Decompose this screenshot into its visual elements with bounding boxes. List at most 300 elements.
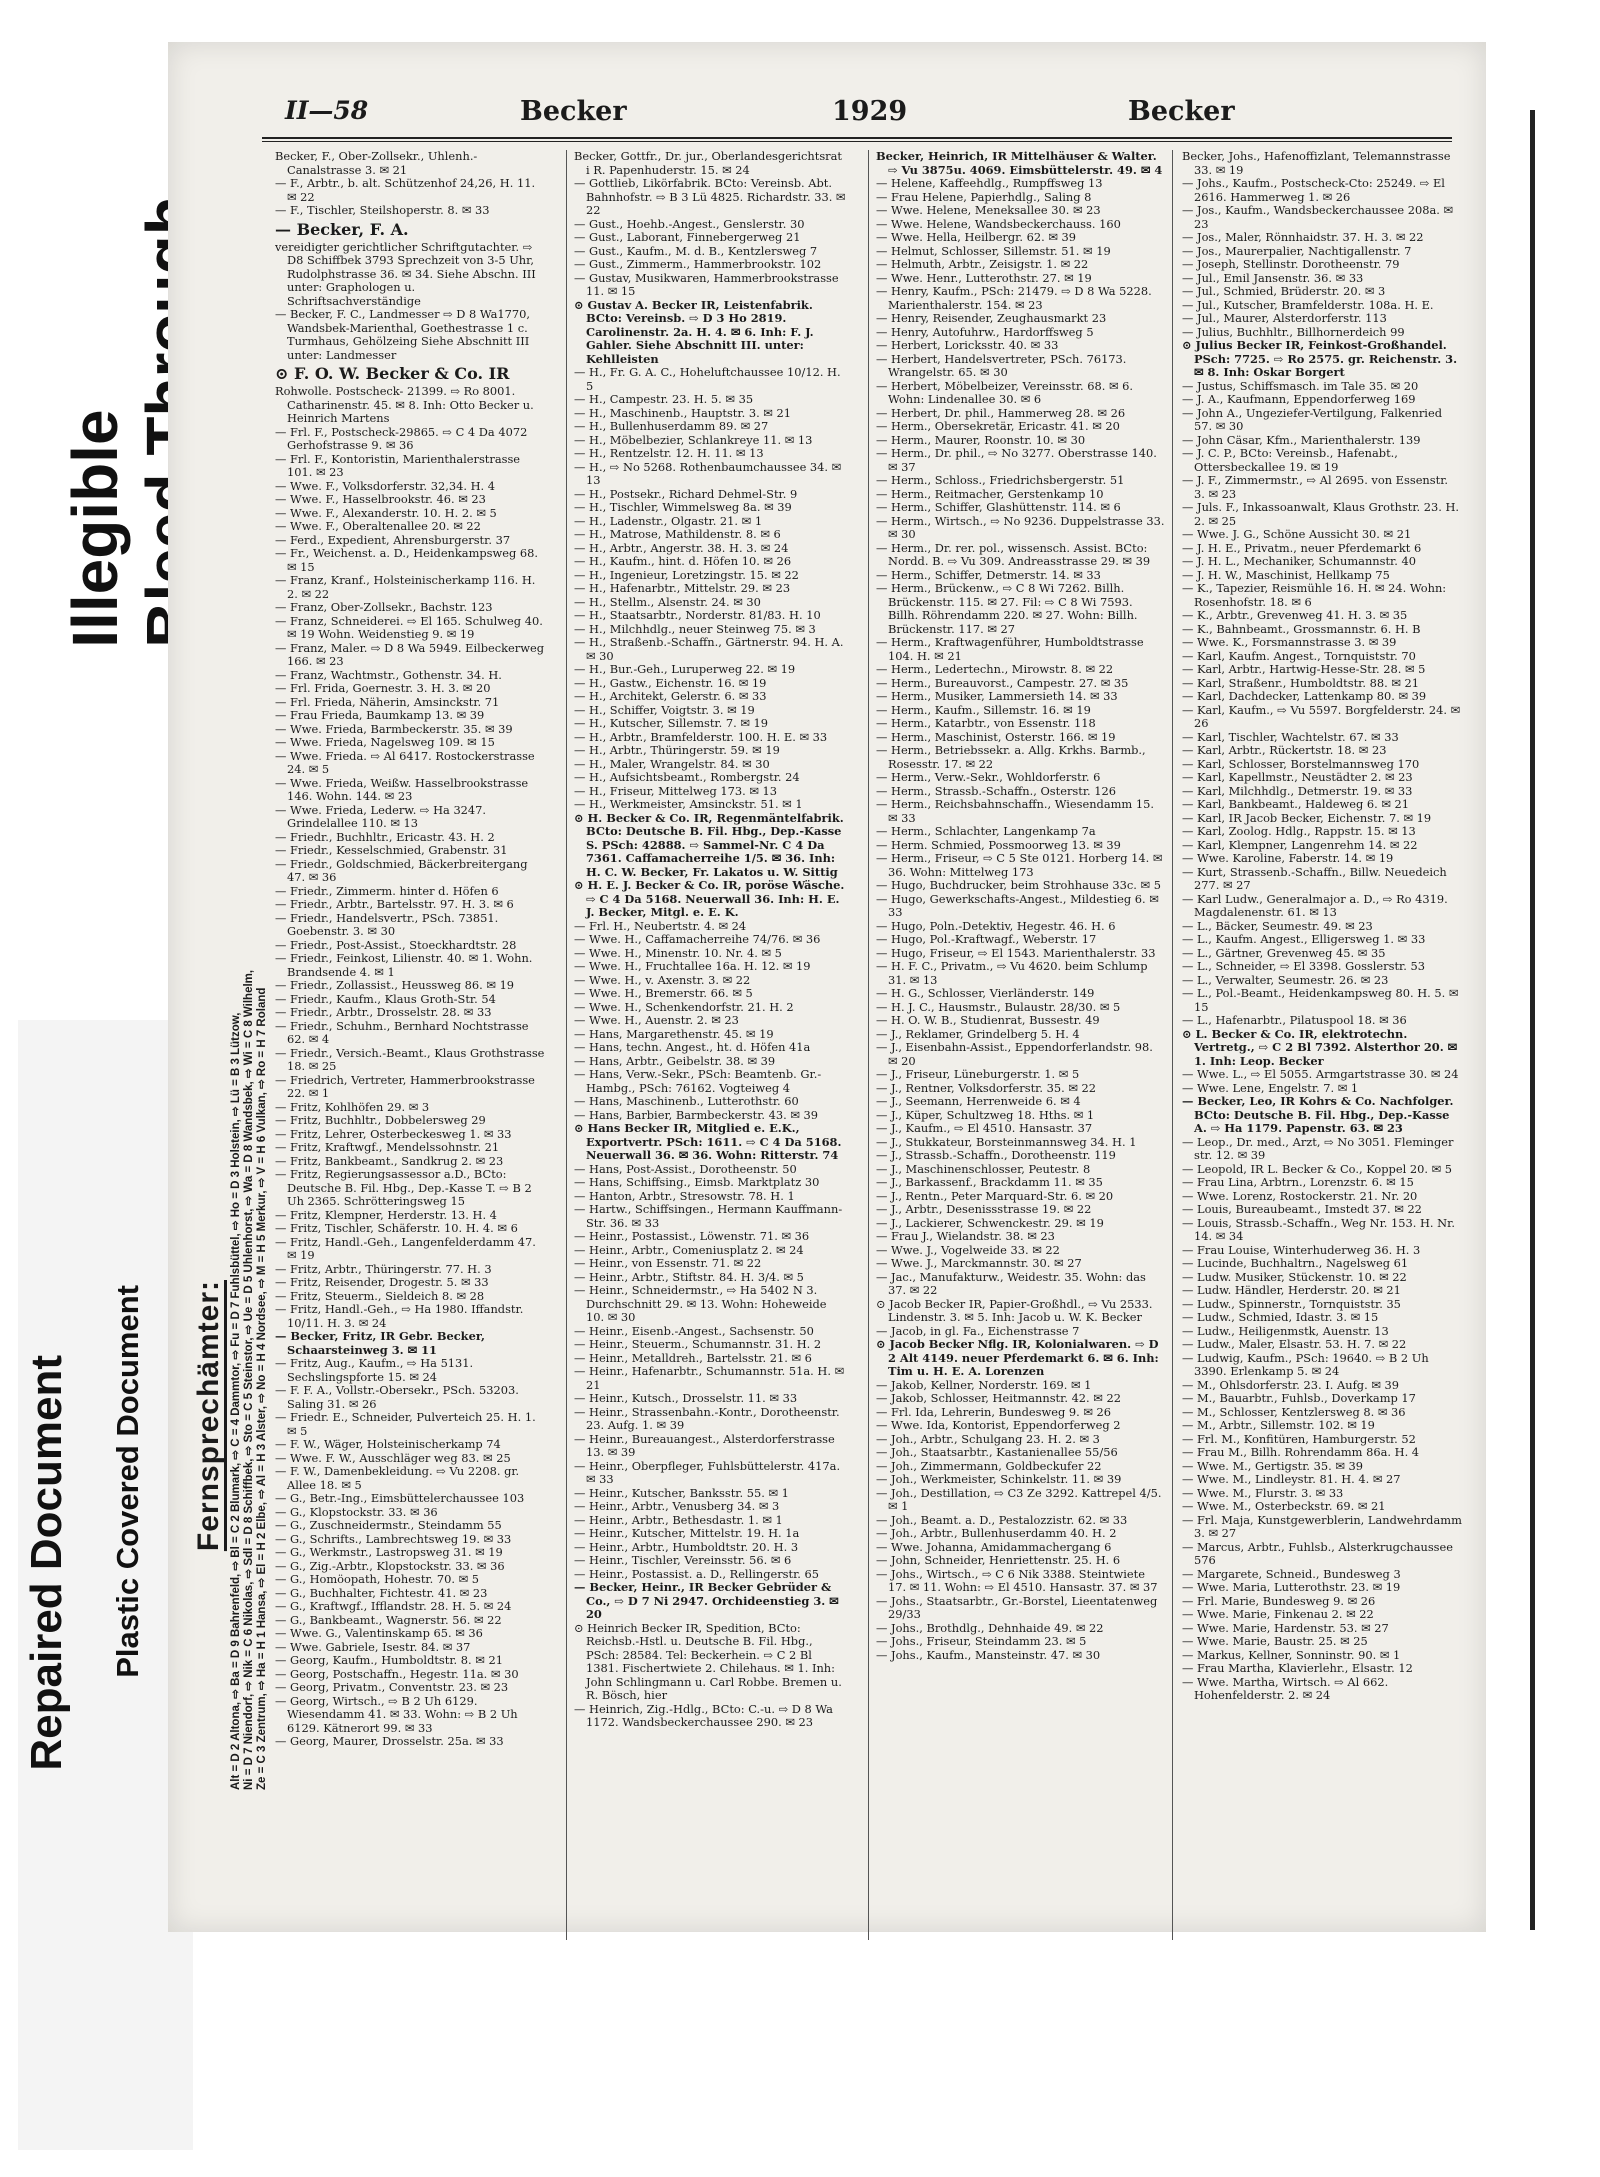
directory-entry: — Wwe. Helene, Meneksallee 30. ✉ 23 [876, 203, 1101, 217]
directory-entry: — Wwe. Marie, Hardenstr. 53. ✉ 27 [1182, 1620, 1389, 1635]
directory-entry: — Jakob, Kellner, Norderstr. 169. ✉ 1 [876, 1377, 1092, 1392]
header-right-word: Becker [1128, 96, 1235, 127]
directory-entry: — G., Zuschneidermstr., Steindamm 55 [275, 1518, 502, 1532]
directory-entry: — Wwe. H., Fruchtallee 16a. H. 12. ✉ 19 [574, 959, 811, 973]
directory-entry: — Wwe. H., Minenstr. 10. Nr. 4. ✉ 5 [574, 945, 782, 960]
directory-entry: — Wwe. L., ⇨ El 5055. Armgartstrasse 30. ✉ 24 [1182, 1067, 1459, 1081]
directory-entry: — Heinr., Postassist., Löwenstr. 71. ✉ 36 [574, 1229, 810, 1243]
directory-entry: — Henry, Autofuhrw., Hardorffsweg 5 [876, 324, 1094, 339]
directory-entry: — Wwe. Lene, Engelstr. 7. ✉ 1 [1182, 1080, 1359, 1095]
directory-entry: — Ludw. Musiker, Stückenstr. 10. ✉ 22 [1182, 1269, 1407, 1284]
directory-entry: — J. A., Kaufmann, Eppendorferweg 169 [1182, 392, 1416, 406]
directory-entry: — L., Pol.-Beamt., Heidenkampsweg 80. H. 5. ✉ 15 [1182, 986, 1459, 1014]
directory-entry: — Friedr., Handelsvertr., PSch. 73851. Goebenstr. 3. ✉ 30 [275, 910, 499, 938]
directory-entry: — H., Straßenb.-Schaffn., Gärtnerstr. 94. H. A. ✉ 30 [574, 635, 844, 663]
directory-entry: — Wwe. H., Auenstr. 2. ✉ 23 [574, 1013, 739, 1027]
directory-entry: — Hugo, Friseur, ⇨ El 1543. Marienthalerstr. 33 [876, 945, 1156, 960]
directory-entry: — Hans, Margarethenstr. 45. ✉ 19 [574, 1026, 774, 1041]
directory-entry: — Wwe. F. W., Ausschläger weg 83. ✉ 25 [275, 1450, 511, 1465]
directory-entry: — Georg, Postschaffn., Hegestr. 11a. ✉ 30 [275, 1666, 519, 1681]
directory-entry: — Wwe. H., Caffamacherreihe 74/76. ✉ 36 [574, 932, 821, 946]
column-divider [1172, 150, 1173, 1940]
directory-entry: — Franz, Maler. ⇨ D 8 Wa 5949. Eilbeckerweg 166. ✉ 23 [275, 640, 545, 668]
directory-entry: — H., Tischler, Wimmelsweg 8a. ✉ 39 [574, 500, 792, 514]
directory-entry: — H., Kutscher, Sillemstr. 7. ✉ 19 [574, 716, 768, 730]
directory-entry: — Heinr., Arbtr., Bethesdastr. 1. ✉ 1 [574, 1512, 783, 1527]
directory-entry: — Herm., Schiffer, Detmerstr. 14. ✉ 33 [876, 567, 1101, 582]
directory-entry: — Frl. Marie, Bundesweg 9. ✉ 26 [1182, 1593, 1376, 1608]
directory-entry: — H., Milchhdlg., neuer Steinweg 75. ✉ 3 [574, 621, 816, 636]
directory-entry: — H., ⇨ No 5268. Rothenbaumchaussee 34. ✉ 13 [574, 459, 842, 487]
directory-entry: — Jac., Manufakturw., Weidestr. 35. Wohn: das 37. ✉ 22 [876, 1269, 1146, 1297]
directory-entry: — John A., Ungeziefer-Vertilgung, Falkenried 57. ✉ 30 [1182, 405, 1442, 433]
directory-entry: — Hans, Arbtr., Geibelstr. 38. ✉ 39 [574, 1053, 776, 1068]
directory-entry: — M., Bauarbtr., Fuhlsb., Doverkamp 17 [1182, 1391, 1416, 1405]
directory-entry: — Georg, Maurer, Drosselstr. 25a. ✉ 33 [275, 1734, 504, 1748]
directory-entry: — Friedrich, Vertreter, Hammerbrookstrasse 22. ✉ 1 [275, 1072, 535, 1100]
directory-entry: — J., Seemann, Herrenweide 6. ✉ 4 [876, 1094, 1081, 1108]
directory-entry: — G., Klopstockstr. 33. ✉ 36 [275, 1504, 438, 1519]
directory-entry: — Frau Martha, Klavierlehr., Elsastr. 12 [1182, 1661, 1413, 1675]
directory-entry: — J., Stukkateur, Borsteinmannsweg 34. H. 1 [876, 1134, 1137, 1149]
directory-entry: — Joh., Werkmeister, Schinkelstr. 11. ✉ 39 [876, 1472, 1122, 1486]
directory-column-1 [275, 150, 547, 1940]
directory-entry: — H., Matrose, Mathildenstr. 8. ✉ 6 [574, 527, 781, 541]
directory-entry: — Heinr., Oberpfleger, Fuhlsbüttelerstr. 417a. ✉ 33 [574, 1458, 841, 1486]
directory-entry: — Frl. F., Kontoristin, Marienthalerstrasse 101. ✉ 23 [275, 451, 521, 479]
directory-entry: — F., Arbtr., b. alt. Schützenhof 24,26, H. 11. ✉ 22 [275, 176, 536, 204]
directory-entry: — Kurt, Strassenb.-Schaffn., Billw. Neuedeich 277. ✉ 27 [1182, 864, 1447, 892]
directory-entry: — Herm., Maschinist, Osterstr. 166. ✉ 19 [876, 729, 1116, 744]
directory-entry: — Herm., Reitmacher, Gerstenkamp 10 [876, 486, 1104, 501]
directory-entry: — Johs., Staatsarbtr., Gr.-Borstel, Lieentatenweg 29/33 [876, 1593, 1158, 1621]
directory-entry: — G., Bankbeamt., Wagnerstr. 56. ✉ 22 [275, 1612, 502, 1627]
directory-entry: — Wwe. Gabriele, Isestr. 84. ✉ 37 [275, 1639, 471, 1654]
directory-entry: — M., Ohlsdorferstr. 23. I. Aufg. ✉ 39 [1182, 1377, 1399, 1392]
directory-entry: — Becker, Leo, IR Kohrs & Co. Nachfolger. BCto: Deutsche B. Fil. Hbg., Dep.-Kasse A. ⇨ Ha 1179. Papenstr. 63. ✉ 23 [1182, 1094, 1454, 1135]
directory-entry: — H., Postsekr., Richard Dehmel-Str. 9 [574, 486, 798, 501]
directory-entry: — G., Homöopath, Hohestr. 70. ✉ 5 [275, 1572, 479, 1586]
directory-entry: Becker, F., Ober-Zollsekr., Uhlenh.-Canalstrasse 3. ✉ 21 [275, 150, 478, 177]
directory-entry: ⊙ H. Becker & Co. IR, Regenmäntelfabrik. BCto: Deutsche B. Fil. Hbg., Dep.-Kasse S. PSch: 42888. ⇨ Sammel-Nr. C 4 Da 7361. Caffamacherreihe 1/5. ✉ 36. Inh: H. C. W. Becker, Fr. Lakatos u. W. Sittig [574, 810, 844, 879]
directory-entry: — Frl. F., Postscheck-29865. ⇨ C 4 Da 4072 Gerhofstrasse 9. ✉ 36 [275, 424, 528, 452]
directory-entry: — Heinr., Bureauangest., Alsterdorferstrasse 13. ✉ 39 [574, 1431, 835, 1459]
directory-entry: — Justus, Schiffsmasch. im Tale 35. ✉ 20 [1182, 378, 1419, 393]
directory-entry: Becker, Johs., Hafenoffizlant, Telemannstrasse 33. ✉ 19 [1182, 150, 1451, 177]
directory-entry: — Jos., Kaufm., Wandsbeckerchaussee 208a. ✉ 23 [1182, 203, 1454, 231]
directory-entry: — Heinr., Schneidermstr., ⇨ Ha 5402 N 3. Durchschnitt 29. ✉ 13. Wohn: Hoheweide 10. ✉ 30 [574, 1283, 827, 1324]
directory-entry: — L., Verwalter, Seumestr. 26. ✉ 23 [1182, 972, 1389, 987]
directory-entry: — Joh., Destillation, ⇨ C3 Ze 3292. Kattrepel 4/5. ✉ 1 [876, 1485, 1162, 1513]
directory-entry: — Karl, Kaufm. Angest., Tornquiststr. 70 [1182, 648, 1416, 663]
directory-entry: — Ludw., Maler, Elsastr. 53. H. 7. ✉ 22 [1182, 1337, 1407, 1351]
directory-entry: — Joh., Arbtr., Bullenhuserdamm 40. H. 2 [876, 1526, 1117, 1540]
directory-entry: — Wwe. H., v. Axenstr. 3. ✉ 22 [574, 972, 751, 987]
directory-entry: — Karl, Milchhdlg., Detmerstr. 19. ✉ 33 [1182, 783, 1413, 798]
directory-entry: — Heinr., Kutsch., Drosselstr. 11. ✉ 33 [574, 1391, 798, 1405]
directory-entry: — H., Arbtr., Angerstr. 38. H. 3. ✉ 24 [574, 540, 789, 555]
directory-entry: — H., Stellm., Alsenstr. 24. ✉ 30 [574, 594, 761, 609]
directory-entry: — Wwe. F., Hasselbrookstr. 46. ✉ 23 [275, 492, 486, 506]
directory-entry: — Herm., Wirtsch., ⇨ No 9236. Duppelstrasse 33. ✉ 30 [876, 513, 1165, 541]
directory-entry: — H., Arbtr., Thüringerstr. 59. ✉ 19 [574, 743, 780, 757]
directory-entry: — Fritz, Handl.-Geh., Langenfelderdamm 47. ✉ 19 [275, 1234, 536, 1262]
directory-entry: — Karl, Zoolog. Hdlg., Rappstr. 15. ✉ 13 [1182, 824, 1416, 838]
directory-entry: — Joh., Arbtr., Schulgang 23. H. 2. ✉ 3 [876, 1431, 1100, 1446]
directory-entry: — Fritz, Reisender, Drogestr. 5. ✉ 33 [275, 1275, 489, 1289]
directory-entry: — Marcus, Arbtr., Fuhlsb., Alsterkrugchaussee 576 [1182, 1539, 1453, 1567]
directory-entry: — Frl. Maja, Kunstgewerblerin, Landwehrdamm 3. ✉ 27 [1182, 1512, 1462, 1540]
directory-entry: — Wwe. F., Oberaltenallee 20. ✉ 22 [275, 519, 481, 533]
directory-entry: — Louis, Bureaubeamt., Imstedt 37. ✉ 22 [1182, 1202, 1422, 1216]
directory-entry: — Frl. Frida, Goernestr. 3. H. 3. ✉ 20 [275, 681, 491, 695]
stamp-repaired: Repaired Document [22, 1355, 71, 1771]
directory-entry: — Heinr., Arbtr., Stiftstr. 84. H. 3/4. ✉ 5 [574, 1269, 804, 1284]
directory-entry: — L., Gärtner, Grevenweg 45. ✉ 35 [1182, 945, 1386, 960]
page-header [120, 96, 1450, 136]
directory-entry: — G., Betr.-Ing., Eimsbüttelerchaussee 103 [275, 1491, 525, 1505]
directory-entry: — Friedr., Post-Assist., Stoeckhardtstr. 28 [275, 937, 517, 952]
directory-entry: — Frl. H., Neubertstr. 4. ✉ 24 [574, 918, 747, 933]
directory-entry: — Franz, Wachtmstr., Gothenstr. 34. H. [275, 667, 502, 682]
directory-entry: — Heinr., Postassist. a. D., Rellingerstr. 65 [574, 1566, 820, 1581]
directory-entry: — H., Rentzelstr. 12. H. 11. ✉ 13 [574, 446, 764, 460]
directory-entry: — Heinr., Arbtr., Venusberg 34. ✉ 3 [574, 1499, 780, 1513]
directory-entry: — H., Gastw., Eichenstr. 16. ✉ 19 [574, 675, 767, 690]
directory-entry: ⊙ Julius Becker IR, Feinkost-Großhandel. PSch: 7725. ⇨ Ro 2575. gr. Reichenstr. 3. ✉ 8. Inh: Oskar Borgert [1182, 338, 1458, 379]
directory-entry: — H., Ladenstr., Olgastr. 21. ✉ 1 [574, 513, 763, 528]
directory-entry: — Wwe. H., Schenkendorfstr. 21. H. 2 [574, 999, 794, 1014]
directory-entry: — Hugo, Gewerkschafts-Angest., Mildestieg 6. ✉ 33 [876, 891, 1159, 919]
directory-entry: — Wwe. Hella, Heilbergr. 62. ✉ 39 [876, 230, 1077, 244]
directory-entry: — Wwe. Ida, Kontorist, Eppendorferweg 2 [876, 1418, 1121, 1432]
directory-entry: — Karl, Kapellmstr., Neustädter 2. ✉ 23 [1182, 770, 1413, 784]
directory-entry: — Fritz, Kohlhöfen 29. ✉ 3 [275, 1099, 430, 1114]
directory-entry: — Herm., Brückenw., ⇨ C 8 Wi 7262. Billh. Brückenstr. 115. ✉ 27. Fil: ⇨ C 8 Wi 7593. Billh. Röhrendamm 220. ✉ 27. Wohn: Billh. Brückenstr. 117. ✉ 27 [876, 581, 1138, 636]
directory-entry: — H., Campestr. 23. H. 5. ✉ 35 [574, 392, 754, 406]
directory-entry: — Frl. M., Konfitüren, Hamburgerstr. 52 [1182, 1431, 1416, 1446]
directory-entry: — Herbert, Loricksstr. 40. ✉ 33 [876, 338, 1059, 352]
directory-entry: — Hanton, Arbtr., Stresowstr. 78. H. 1 [574, 1188, 795, 1203]
directory-entry: — Wwe. Frieda, Nagelsweg 109. ✉ 15 [275, 735, 495, 749]
directory-column-4 [1182, 150, 1462, 1940]
directory-entry: — F. W., Damenbekleidung. ⇨ Vu 2208. gr. Allee 18. ✉ 5 [275, 1464, 520, 1492]
directory-entry: — Frau Lina, Arbtrn., Lorenzstr. 6. ✉ 15 [1182, 1175, 1414, 1189]
directory-entry: — Fritz, Steuerm., Sieldeich 8. ✉ 28 [275, 1288, 485, 1303]
directory-entry: — Karl, IR Jacob Becker, Eichenstr. 7. ✉ 19 [1182, 810, 1432, 825]
directory-entry: — Fritz, Aug., Kaufm., ⇨ Ha 5131. Sechslingspforte 15. ✉ 24 [275, 1356, 474, 1384]
directory-entry: — Ludw. Händler, Herderstr. 20. ✉ 21 [1182, 1283, 1401, 1297]
directory-entry: — G., Kraftwgf., Ifflandstr. 28. H. 5. ✉ 24 [275, 1599, 512, 1613]
directory-entry: — Frau M., Billh. Rohrendamm 86a. H. 4 [1182, 1445, 1420, 1459]
directory-entry: — Herm., Dr. phil., ⇨ No 3277. Oberstrasse 140. ✉ 37 [876, 446, 1157, 474]
directory-entry: — J., Strassb.-Schaffn., Dorotheenstr. 119 [876, 1148, 1116, 1162]
directory-entry: — Becker, Heinr., IR Becker Gebrüder & Co., ⇨ D 7 Ni 2947. Orchideenstieg 3. ✉ 20 [574, 1580, 839, 1621]
directory-entry: ⊙ H. E. J. Becker & Co. IR, poröse Wäsche. ⇨ C 4 Da 5168. Neuerwall 36. Inh: H. E. J. Becker, Mitgl. e. E. K. [574, 878, 845, 919]
directory-entry: — Fritz, Bankbeamt., Sandkrug 2. ✉ 23 [275, 1153, 504, 1168]
directory-entry: — Hans, Verw.-Sekr., PSch: Beamtenb. Gr.-Hambg., PSch: 76162. Vogteiweg 4 [574, 1067, 822, 1095]
directory-entry: — Herm., Kraftwagenführer, Humboldtstrasse 104. H. ✉ 21 [876, 635, 1144, 663]
directory-entry: — Wwe. Frieda. ⇨ Al 6417. Rostockerstrasse 24. ✉ 5 [275, 748, 535, 776]
directory-entry: — Johs., Friseur, Steindamm 23. ✉ 5 [876, 1634, 1087, 1648]
directory-entry: — Helmut, Schlosser, Sillemstr. 51. ✉ 19 [876, 243, 1111, 258]
directory-entry: — Heinr., Tischler, Vereinsstr. 56. ✉ 6 [574, 1553, 792, 1567]
directory-entry: — Georg, Wirtsch., ⇨ B 2 Uh 6129. Wiesendamm 41. ✉ 33. Wohn: ⇨ B 2 Uh 6129. Kätnerort 99. ✉ 33 [275, 1693, 518, 1735]
directory-entry: — Fritz, Tischler, Schäferstr. 10. H. 4. ✉ 6 [275, 1221, 518, 1235]
directory-entry: — Herm., Schlachter, Langenkamp 7a [876, 824, 1096, 838]
directory-entry: — J., Rentner, Volksdorferstr. 35. ✉ 22 [876, 1080, 1096, 1095]
directory-entry: — J., Maschinenschlosser, Peutestr. 8 [876, 1161, 1091, 1176]
directory-entry: — Jacob, in gl. Fa., Eichenstrasse 7 [876, 1323, 1080, 1338]
directory-entry: — Herbert, Handelsvertreter, PSch. 76173. Wrangelstr. 65. ✉ 30 [876, 351, 1127, 379]
directory-entry: — Karl, Bankbeamt., Haldeweg 6. ✉ 21 [1182, 797, 1410, 811]
directory-entry: — Ludw., Spinnerstr., Tornquiststr. 35 [1182, 1296, 1401, 1311]
directory-entry: — H., Aufsichtsbeamt., Rombergstr. 24 [574, 770, 800, 784]
directory-entry: — Helene, Kaffeehdlg., Rumpffsweg 13 [876, 176, 1103, 190]
directory-entry: — J., Kaufm., ⇨ El 4510. Hansastr. 37 [876, 1121, 1093, 1135]
directory-entry: — Herm., Katarbtr., von Essenstr. 118 [876, 716, 1096, 730]
directory-entry: — Heinr., Hafenarbtr., Schumannstr. 51a. H. ✉ 21 [574, 1364, 845, 1392]
directory-entry: — Heinrich, Zig.-Hdlg., BCto: C.-u. ⇨ D 8 Wa 1172. Wandsbeckerchaussee 290. ✉ 23 [574, 1701, 833, 1729]
directory-entry: — Jul., Maurer, Alsterdorferstr. 113 [1182, 311, 1387, 325]
directory-entry: — Heinr., Arbtr., Comeniusplatz 2. ✉ 24 [574, 1242, 804, 1257]
directory-entry: — J., Lackierer, Schwenckestr. 29. ✉ 19 [876, 1215, 1104, 1230]
directory-entry: — Franz, Schneiderei. ⇨ El 165. Schulweg 40. ✉ 19 Wohn. Weidenstieg 9. ✉ 19 [275, 613, 543, 641]
directory-entry: — Wwe. M., Gertigstr. 35. ✉ 39 [1182, 1458, 1364, 1473]
directory-entry: — J. H. W., Maschinist, Hellkamp 75 [1182, 567, 1390, 582]
directory-entry: — Georg, Privatm., Conventstr. 23. ✉ 23 [275, 1680, 509, 1694]
page-number: II—58 [285, 96, 369, 125]
directory-entry: — Leop., Dr. med., Arzt, ⇨ No 3051. Fleminger str. 12. ✉ 39 [1182, 1134, 1454, 1162]
directory-entry: — J., Rentn., Peter Marquard-Str. 6. ✉ 20 [876, 1188, 1114, 1203]
directory-entry: ⊙ Jacob Becker Nflg. IR, Kolonialwaren. ⇨ D 2 Alt 4149. neuer Pferdemarkt 6. ✉ 6. Inh: Tim u. H. E. A. Lorenzen [876, 1337, 1159, 1378]
header-rule [262, 137, 1452, 139]
directory-entry: — J. H. E., Privatm., neuer Pferdemarkt 6 [1182, 540, 1422, 555]
directory-entry: — Karl, Kaufm., ⇨ Vu 5597. Borgfelderstr. 24. ✉ 26 [1182, 702, 1461, 730]
directory-entry: — Heinr., Steuerm., Schumannstr. 31. H. 2 [574, 1337, 822, 1351]
directory-entry: — Johs., Kaufm., Postscheck-Cto: 25249. ⇨ El 2616. Hammerweg 1. ✉ 26 [1182, 176, 1445, 204]
directory-entry: — Karl, Arbtr., Hartwig-Hesse-Str. 28. ✉ 5 [1182, 662, 1426, 676]
directory-entry: — Wwe. Marie, Finkenau 2. ✉ 22 [1182, 1607, 1374, 1621]
directory-entry: — Herm., Dr. rer. pol., wissensch. Assist. BCto: Nordd. B. ⇨ Vu 309. Andreasstrasse 29. ✉ 39 [876, 540, 1151, 568]
directory-entry: — Hugo, Buchdrucker, beim Strohhause 33c. ✉ 5 [876, 878, 1161, 892]
stamp-illegible: Illegible [59, 409, 131, 648]
directory-entry: — Herbert, Dr. phil., Hammerweg 28. ✉ 26 [876, 405, 1126, 420]
directory-entry: — Herm., Obersekretär, Ericastr. 41. ✉ 20 [876, 419, 1120, 433]
directory-entry: — Fritz, Regierungsassessor a.D., BCto: Deutsche B. Fil. Hbg., Dep.-Kasse T. ⇨ B 2 Uh 2365. Schrötteringsweg 15 [275, 1167, 532, 1208]
directory-entry: — L., Hafenarbtr., Pilatuspool 18. ✉ 36 [1182, 1013, 1407, 1027]
directory-entry: — Wwe. F., Volksdorferstr. 32,34. H. 4 [275, 478, 495, 493]
directory-entry: — Jos., Maurerpalier, Nachtigallenstr. 7 [1182, 243, 1412, 258]
directory-entry: — Joh., Beamt. a. D., Pestalozzistr. 62. ✉ 33 [876, 1512, 1128, 1527]
directory-entry: — Wwe. J. G., Schöne Aussicht 30. ✉ 21 [1182, 527, 1412, 541]
directory-entry: — Heinr., von Essenstr. 71. ✉ 22 [574, 1256, 762, 1270]
directory-entry: — Fritz, Buchhltr., Dobbelersweg 29 [275, 1113, 486, 1127]
directory-entry: — Friedr., Feinkost, Lilienstr. 40. ✉ 1. Wohn. Brandsende 4. ✉ 1 [275, 951, 533, 979]
directory-entry: — H., Arbtr., Bramfelderstr. 100. H. E. ✉ 33 [574, 729, 828, 744]
directory-entry: — John, Schneider, Henriettenstr. 25. H. 6 [876, 1553, 1121, 1567]
directory-entry: — J. F., Zimmermstr., ⇨ Al 2695. von Essenstr. 3. ✉ 23 [1182, 473, 1449, 501]
directory-entry: — Hans, Post-Assist., Dorotheenstr. 50 [574, 1161, 797, 1176]
directory-entry: ⊙ Heinrich Becker IR, Spedition, BCto: Reichsb.-Hstl. u. Deutsche B. Fil. Hbg., PSch: 28584. Tel: Beckerhein. ⇨ C 2 Bl 1381. Fischertwiete 2. Chilehaus. ✉ 1. Inh: John Schlingmann u. Carl Robbe. Bremen u. R. Bösch, hier [574, 1620, 842, 1702]
directory-entry: — Gustav, Musikwaren, Hammerbrookstrasse 11. ✉ 15 [574, 270, 839, 298]
directory-entry: — Jakob, Schlosser, Heitmannstr. 42. ✉ 22 [876, 1391, 1121, 1405]
directory-entry: — Franz, Ober-Zollsekr., Bachstr. 123 [275, 600, 493, 614]
directory-entry: — Friedr., Buchhltr., Ericastr. 43. H. 2 [275, 829, 495, 844]
directory-entry: — Hans, techn. Angest., ht. d. Höfen 41a [574, 1040, 811, 1054]
directory-entry: — Jul., Emil Jansenstr. 36. ✉ 33 [1182, 270, 1364, 285]
directory-entry: — K., Bahnbeamt., Grossmannstr. 6. H. B [1182, 621, 1421, 636]
directory-entry: Rohwolle. Postscheck- 21399. ⇨ Ro 8001. Catharinenstr. 45. ✉ 8. Inh: Otto Becker u. Heinrich Martens [275, 384, 534, 425]
directory-entry: — Wwe. J., Vogelweide 33. ✉ 22 [876, 1242, 1060, 1257]
page-edge-rule [1530, 110, 1535, 1930]
directory-entry: — Herm., Verw.-Sekr., Wohldorferstr. 6 [876, 770, 1101, 784]
directory-entry: — J., Barkassenf., Brackdamm 11. ✉ 35 [876, 1175, 1103, 1189]
directory-entry: — Hugo, Poln.-Detektiv, Hegestr. 46. H. 6 [876, 918, 1116, 933]
directory-entry: — Wwe. M., Osterbeckstr. 69. ✉ 21 [1182, 1499, 1386, 1513]
directory-entry: ⊙ Gustav A. Becker IR, Leistenfabrik. BCto: Vereinsb. ⇨ D 3 Ho 2819. Carolinenstr. 2a. H. 4. ✉ 6. Inh: F. J. Gahler. Siehe Abschnitt III. unter: Kehlleisten [574, 297, 814, 366]
directory-entry: — Friedr. E., Schneider, Pulverteich 25. H. 1. ✉ 5 [275, 1410, 536, 1438]
directory-entry: — Wwe. Lorenz, Rostockerstr. 21. Nr. 20 [1182, 1188, 1418, 1203]
directory-entry: ⊙ F. O. W. Becker & Co. IR [275, 364, 510, 383]
directory-entry: — M., Arbtr., Sillemstr. 102. ✉ 19 [1182, 1418, 1375, 1432]
directory-entry: — Wwe. Marie, Baustr. 25. ✉ 25 [1182, 1634, 1368, 1648]
directory-entry: — H., Kaufm., hint. d. Höfen 10. ✉ 26 [574, 554, 792, 568]
directory-entry: — Johs., Kaufm., Mansteinstr. 47. ✉ 30 [876, 1647, 1101, 1662]
directory-entry: — Wwe. F., Alexanderstr. 10. H. 2. ✉ 5 [275, 505, 497, 520]
directory-entry: — H., Bur.-Geh., Luruperweg 22. ✉ 19 [574, 662, 796, 676]
directory-entry: — J., Eisenbahn-Assist., Eppendorferlandstr. 98. ✉ 20 [876, 1040, 1153, 1068]
exchange-legend-title: Fernsprechämter: [192, 1280, 225, 1552]
directory-entry: — Fritz, Klempner, Herderstr. 13. H. 4 [275, 1207, 497, 1222]
directory-entry: — Helmuth, Arbtr., Zeisigstr. 1. ✉ 22 [876, 257, 1089, 271]
directory-entry: — Frau J., Wielandstr. 38. ✉ 23 [876, 1229, 1055, 1243]
directory-entry: — G., Zig.-Arbtr., Klopstockstr. 33. ✉ 36 [275, 1558, 505, 1573]
directory-entry: — Friedr., Arbtr., Drosselstr. 28. ✉ 33 [275, 1005, 492, 1019]
directory-entry: — Friedr., Zollassist., Heussweg 86. ✉ 19 [275, 978, 515, 992]
directory-entry: — Karl, Klempner, Langenrehm 14. ✉ 22 [1182, 837, 1418, 852]
directory-entry: — Joseph, Stellinstr. Dorotheenstr. 79 [1182, 257, 1400, 271]
directory-entry: — Heinr., Kutscher, Mittelstr. 19. H. 1a [574, 1526, 800, 1540]
column-divider [566, 150, 567, 1940]
directory-entry: — Hartw., Schiffsingen., Hermann Kauffmann-Str. 36. ✉ 33 [574, 1202, 843, 1230]
directory-entry: — H. J. C., Hausmstr., Bulaustr. 28/30. ✉ 5 [876, 999, 1121, 1014]
directory-entry: — H., Möbelbezier, Schlankreye 11. ✉ 13 [574, 432, 813, 447]
directory-entry: — Leopold, IR L. Becker & Co., Koppel 20. ✉ 5 [1182, 1161, 1452, 1176]
directory-entry: — Hans, Schiffsing., Eimsb. Marktplatz 30 [574, 1175, 820, 1189]
directory-entry: — J., Küper, Schultzweg 18. Hths. ✉ 1 [876, 1107, 1095, 1122]
directory-entry: — Herm., Betriebssekr. a. Allg. Krkhs. Barmb., Rosesstr. 17. ✉ 22 [876, 743, 1146, 771]
directory-entry: — J., Arbtr., Desenissstrasse 19. ✉ 22 [876, 1202, 1092, 1216]
directory-entry: — L., Schneider, ⇨ El 3398. Gosslerstr. 53 [1182, 959, 1425, 973]
exchange-legend-codes: Alt = D 2 Altona, ⇨ Ba = D 9 Bahrenfeld, ⇨ Bl = C 2 Blumark, ⇨ C = 4 Dammtor, ⇨ Fu = D 7 Fuhlsbüttel, ⇨ Ho = D 3 Holstein, ⇨ Lü = B 3 Lützow, Ni = D 7 Niendorf, ⇨ Nik = C 6 Nikolas, ⇨ Sdl = D 8 Schiffbek, ⇨ Sto = C 5 Steinstor, ⇨ Ue = D 5 Uhlenhorst, ⇨ Wa = D 8 Wandsbek, ⇨ Wi = C 8 Wilhelm, Ze = C 3 Zentrum, ⇨ Ha = H 1 Hansa, ⇨ El = H 2 Elbe, ⇨ Al = H 3 Alster, ⇨ No = H 4 Nordsee, ⇨ M = H 5 Merkur, ⇨ V = H 6 Vulkan, ⇨ Ro = H 7 Roland [230, 969, 268, 1790]
directory-entry: — Herm., Kaufm., Sillemstr. 16. ✉ 19 [876, 702, 1091, 717]
directory-entry: — Becker, F. A. [275, 219, 409, 239]
directory-entry: — Hans, Barbier, Barmbeckerstr. 43. ✉ 39 [574, 1107, 819, 1122]
directory-entry: — Margarete, Schneid., Bundesweg 3 [1182, 1566, 1401, 1581]
directory-entry: — Wwe. Maria, Lutterothstr. 23. ✉ 19 [1182, 1580, 1401, 1594]
directory-entry: — F. W., Wäger, Holsteinischerkamp 74 [275, 1437, 501, 1451]
directory-entry: — Henry, Kaufm., PSch: 21479. ⇨ D 8 Wa 5228. Marienthalerstr. 154. ✉ 23 [876, 284, 1152, 312]
directory-entry: — Friedr., Schuhm., Bernhard Nochtstrasse 62. ✉ 4 [275, 1018, 529, 1046]
directory-column-2 [574, 150, 846, 1940]
directory-entry: — Wwe. K., Forsmannstrasse 3. ✉ 39 [1182, 635, 1397, 649]
directory-entry: — H., Hafenarbtr., Mittelstr. 29. ✉ 23 [574, 581, 791, 595]
directory-entry: — Gust., Hoehb.-Angest., Genslerstr. 30 [574, 216, 805, 231]
directory-entry: — Wwe. Johanna, Amidammachergang 6 [876, 1539, 1112, 1554]
directory-entry: — Hans, Maschinenb., Lutterothstr. 60 [574, 1094, 799, 1108]
directory-entry: — G., Schrifts., Lambrechtsweg 19. ✉ 33 [275, 1531, 512, 1546]
directory-entry: — Hugo, Pol.-Kraftwagf., Weberstr. 17 [876, 932, 1097, 946]
directory-entry: — J., Reklamer, Grindelberg 5. H. 4 [876, 1026, 1080, 1041]
directory-entry: — Herm., Bureauvorst., Campestr. 27. ✉ 35 [876, 675, 1129, 690]
directory-entry: ⊙ Hans Becker IR, Mitglied e. E.K., Exportvertr. PSch: 1611. ⇨ C 4 Da 5168. Neuerwall 36. ✉ 36. Wohn: Ritterstr. 74 [574, 1121, 842, 1162]
exchange-legend [192, 150, 270, 1930]
directory-entry: — K., Arbtr., Grevenweg 41. H. 3. ✉ 35 [1182, 608, 1408, 622]
directory-entry: — Herm., Musiker, Lammersieth 14. ✉ 33 [876, 689, 1118, 703]
directory-entry: — Fritz, Arbtr., Thüringerstr. 77. H. 3 [275, 1261, 492, 1276]
directory-entry: — Wwe. J., Marckmannstr. 30. ✉ 27 [876, 1256, 1082, 1270]
directory-entry: — Jul., Kutscher, Bramfelderstr. 108a. H. E. [1182, 297, 1434, 312]
directory-entry: — Karl, Schlosser, Borstelmannsweg 170 [1182, 756, 1420, 771]
directory-entry: — L., Bäcker, Seumestr. 49. ✉ 23 [1182, 918, 1373, 933]
directory-entry: — J. H. L., Mechaniker, Schumannstr. 40 [1182, 554, 1416, 568]
header-rule-thin [262, 141, 1452, 142]
directory-entry: — H., Ingenieur, Loretzingstr. 15. ✉ 22 [574, 567, 799, 582]
directory-entry: — Herm. Schmied, Possmoorweg 13. ✉ 39 [876, 837, 1121, 852]
directory-entry: — M., Schlosser, Kentzlersweg 8. ✉ 36 [1182, 1404, 1406, 1419]
directory-entry: — Wwe. Henr., Lutterothstr. 27. ✉ 19 [876, 270, 1092, 285]
directory-entry: — Wwe. Frieda, Lederw. ⇨ Ha 3247. Grindelallee 110. ✉ 13 [275, 802, 487, 830]
directory-entry: — Jos., Maler, Rönnhaidstr. 37. H. 3. ✉ 22 [1182, 230, 1424, 244]
directory-entry: — Johs., Wirtsch., ⇨ C 6 Nik 3388. Steintwiete 17. ✉ 11. Wohn: ⇨ El 4510. Hansastr. 37. ✉ 37 [876, 1566, 1158, 1594]
directory-column-3 [876, 150, 1166, 1940]
directory-entry: — Gust., Kaufm., M. d. B., Kentzlersweg 7 [574, 243, 818, 258]
directory-entry: — Ferd., Expedient, Ahrensburgerstr. 37 [275, 532, 511, 547]
directory-entry: — Friedr., Zimmerm. hinter d. Höfen 6 [275, 883, 499, 898]
directory-entry: — Becker, Fritz, IR Gebr. Becker, Schaarsteinweg 3. ✉ 11 [275, 1329, 485, 1357]
directory-entry: — Herm., Maurer, Roonstr. 10. ✉ 30 [876, 432, 1086, 447]
directory-entry: — Joh., Staatsarbtr., Kastanienallee 55/56 [876, 1445, 1118, 1459]
directory-entry: — Frau Helene, Papierhdlg., Saling 8 [876, 189, 1092, 204]
directory-entry: — John Cäsar, Kfm., Marienthalerstr. 139 [1182, 432, 1421, 447]
directory-entry: — Wwe. G., Valentinskamp 65. ✉ 36 [275, 1626, 483, 1640]
directory-entry: — H., Staatsarbtr., Norderstr. 81/83. H. 10 [574, 608, 821, 622]
directory-entry: — Fritz, Kraftwgf., Mendelssohnstr. 21 [275, 1140, 500, 1154]
directory-entry: — Wwe. M., Lindleystr. 81. H. 4. ✉ 27 [1182, 1472, 1401, 1486]
directory-entry: — Wwe. Frieda, Weißw. Hasselbrookstrasse 146. Wohn. 144. ✉ 23 [275, 775, 529, 803]
directory-entry: — H. O. W. B., Studienrat, Bussestr. 49 [876, 1013, 1100, 1027]
directory-entry: — Markus, Kellner, Sonninstr. 90. ✉ 1 [1182, 1647, 1401, 1662]
directory-entry: — Henry, Reisender, Zeughausmarkt 23 [876, 311, 1107, 325]
directory-entry: Becker, Heinrich, IR Mittelhäuser & Walter. ⇨ Vu 3875u. 4069. Eimsbüttelerstr. 49. ✉ 4 [876, 150, 1163, 177]
directory-entry: — Franz, Kranf., Holsteinischerkamp 116. H. 2. ✉ 22 [275, 573, 536, 601]
directory-entry: — Heinr., Arbtr., Humboldtstr. 20. H. 3 [574, 1539, 799, 1554]
directory-entry: — Fritz, Lehrer, Osterbeckesweg 1. ✉ 33 [275, 1126, 512, 1141]
directory-entry: — H., Bullenhuserdamm 89. ✉ 27 [574, 419, 769, 433]
directory-entry: — Wwe. Martha, Wirtsch. ⇨ Al 662. Hohenfelderstr. 2. ✉ 24 [1182, 1674, 1389, 1702]
directory-entry: ⊙ Jacob Becker IR, Papier-Großhdl., ⇨ Vu 2533. Lindenstr. 3. ✉ 5. Inh: Jacob u. W. K. Becker [876, 1296, 1153, 1324]
directory-entry: — Friedr., Kesselschmied, Grabenstr. 31 [275, 843, 508, 857]
directory-entry: — F. F. A., Vollstr.-Obersekr., PSch. 53203. Saling 31. ✉ 26 [275, 1383, 519, 1411]
directory-entry: — Gust., Zimmerm., Hammerbrookstr. 102 [574, 257, 822, 271]
directory-entry: — Herm., Reichsbahnschaffn., Wiesendamm 15. ✉ 33 [876, 797, 1154, 825]
directory-entry: — Karl, Arbtr., Rückertstr. 18. ✉ 23 [1182, 743, 1387, 757]
directory-entry: — Fritz, Handl.-Geh., ⇨ Ha 1980. Iffandstr. 10/11. H. 3. ✉ 24 [275, 1302, 524, 1330]
directory-entry: — Heinr., Strassenbahn.-Kontr., Dorotheenstr. 23. Aufg. 1. ✉ 39 [574, 1404, 840, 1432]
directory-entry: — Frau Frieda, Baumkamp 13. ✉ 39 [275, 708, 485, 722]
directory-entry: — Georg, Kaufm., Humboldtstr. 8. ✉ 21 [275, 1653, 503, 1667]
